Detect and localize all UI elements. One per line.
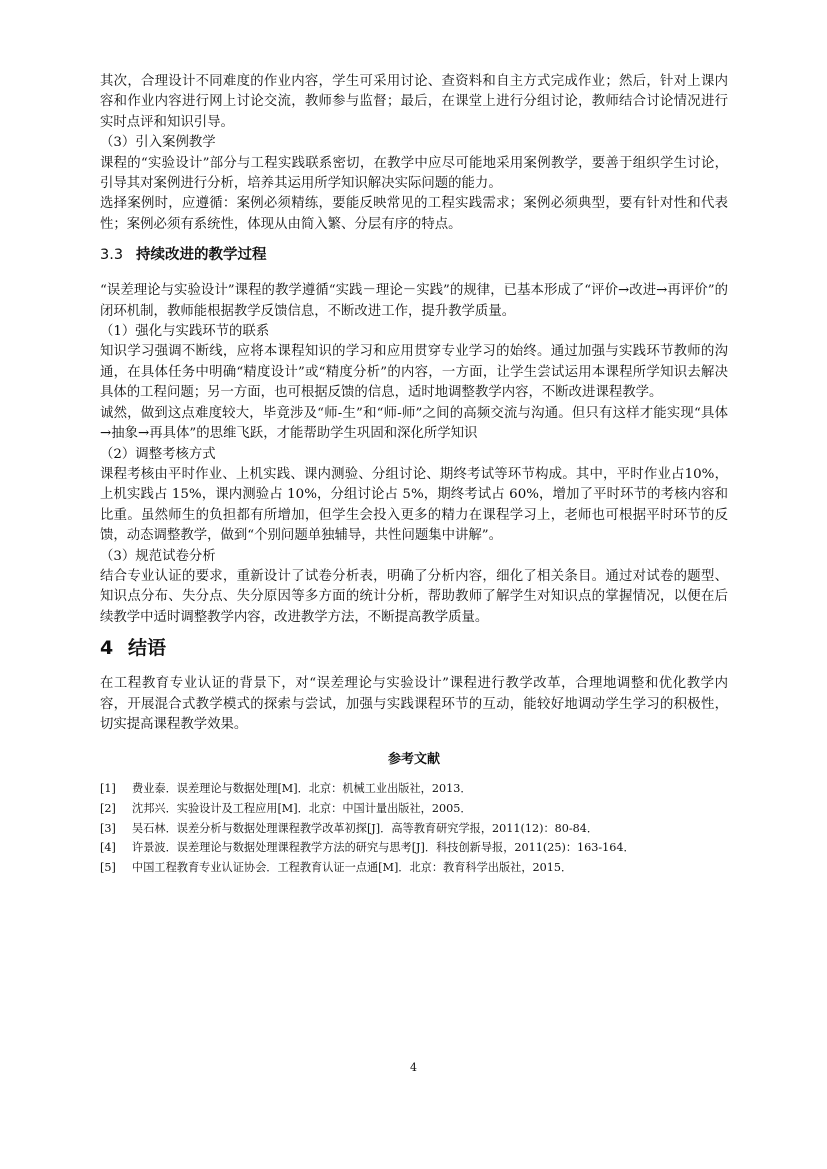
subheading-practice-link: （1）强化与实践环节的联系	[100, 324, 270, 340]
paragraph: 在工程教育专业认证的背景下，对“误差理论与实验设计”课程进行教学改革，合理地调整和优化教学内容，开展混合式教学模式的探索与尝试，加强与实践课程环节的互动，能较好地调动学生学习的积极性，切实提高课程教学效果。	[100, 676, 728, 732]
chapter-heading-4	[100, 636, 728, 660]
reference-list	[100, 779, 728, 877]
paragraph: 诚然，做到这点难度较大，毕竟涉及“师-生”和“师-师”之间的高频交流与沟通。但只有这样才能实现“具体→抽象→再具体”的思维飞跃，才能帮助学生巩固和深化所学知识	[100, 405, 728, 442]
section-heading-3-3	[100, 245, 728, 265]
paragraph: 其次，合理设计不同难度的作业内容，学生可采用讨论、查资料和自主方式完成作业；然后，针对上课内容和作业内容进行网上讨论交流，教师参与监督；最后，在课堂上进行分组讨论，教师结合讨论情况进行实时点评和知识引导。	[100, 74, 728, 130]
page-number: 4	[410, 1061, 417, 1074]
reference-item: [2] 沈邦兴．实验设计及工程应用[M]．北京：中国计量出版社，2005．	[100, 801, 472, 815]
page-body	[100, 72, 728, 877]
paragraph: 结合专业认证的要求，重新设计了试卷分析表，明确了分析内容，细化了相关条目。通过对试卷的题型、知识点分布、失分点、失分原因等多方面的统计分析，帮助教师了解学生对知识点的掌握情况，以便在后续教学中适时调整教学内容，改进教学方法，不断提高教学质量。	[100, 568, 728, 625]
reference-item: [3] 吴石林．误差分析与数据处理课程教学改革初探[J]．高等教育研究学报，2011(12)：80-84．	[100, 821, 599, 835]
reference-item: [4] 许景波．误差理论与数据处理课程教学方法的研究与思考[J]．科技创新导报，2011(25)：163-164．	[100, 841, 635, 855]
paragraph: 课程考核由平时作业、上机实践、课内测验、分组讨论、期终考试等环节构成。其中，平时作业占10%，上机实践占 15%，课内测验占 10%，分组讨论占 5%，期终考试占 60%，增加了平时环节的考核内容和比重。虽然师生的负担都有所增加，但学生会投入更多的精力在课程学习上，老师也可根据平时环节的反馈，动态调整教学，做到“个别问题单独辅导，共性问题集中讲解”。	[100, 466, 728, 544]
subheading-assessment: （2）调整考核方式	[100, 446, 216, 462]
paragraph: 选择案例时，应遵循：案例必须精练，要能反映常见的工程实践需求；案例必须典型，要有针对性和代表性；案例必须有系统性，体现从由简入繁、分层有序的特点。	[100, 196, 728, 232]
reference-item: [1] 费业泰．误差理论与数据处理[M]．北京：机械工业出版社，2013．	[100, 782, 472, 796]
paragraph: 知识学习强调不断线，应将本课程知识的学习和应用贯穿专业学习的始终。通过加强与实践环节教师的沟通，在具体任务中明确“精度设计”或“精度分析”的内容，一方面，让学生尝试运用本课程所学知识去解决具体的工程问题；另一方面，也可根据反馈的信息，适时地调整教学内容，不断改进课程教学。	[100, 344, 728, 401]
section-number: 3.3	[100, 247, 124, 264]
section-title: 持续改进的教学过程	[136, 247, 267, 264]
chapter-number: 4	[100, 637, 114, 660]
subheading-case-teaching: （3）引入案例教学	[100, 135, 216, 151]
reference-item: [5] 中国工程教育专业认证协会．工程教育认证一点通[M]．北京：教育科学出版社，2015．	[100, 860, 573, 874]
chapter-title: 结语	[128, 637, 167, 660]
paragraph: 课程的“实验设计”部分与工程实践联系密切，在教学中应尽可能地采用案例教学，要善于组织学生讨论，引导其对案例进行分析，培养其运用所学知识解决实际问题的能力。	[100, 155, 728, 192]
paragraph: “误差理论与实验设计”课程的教学遵循“实践－理论－实践”的规律，已基本形成了“评价→改进→再评价”的闭环机制，教师能根据教学反馈信息，不断改进工作，提升教学质量。	[100, 283, 728, 319]
references-title: 参考文献	[387, 752, 440, 768]
subheading-exam-analysis: （3）规范试卷分析	[100, 548, 216, 564]
